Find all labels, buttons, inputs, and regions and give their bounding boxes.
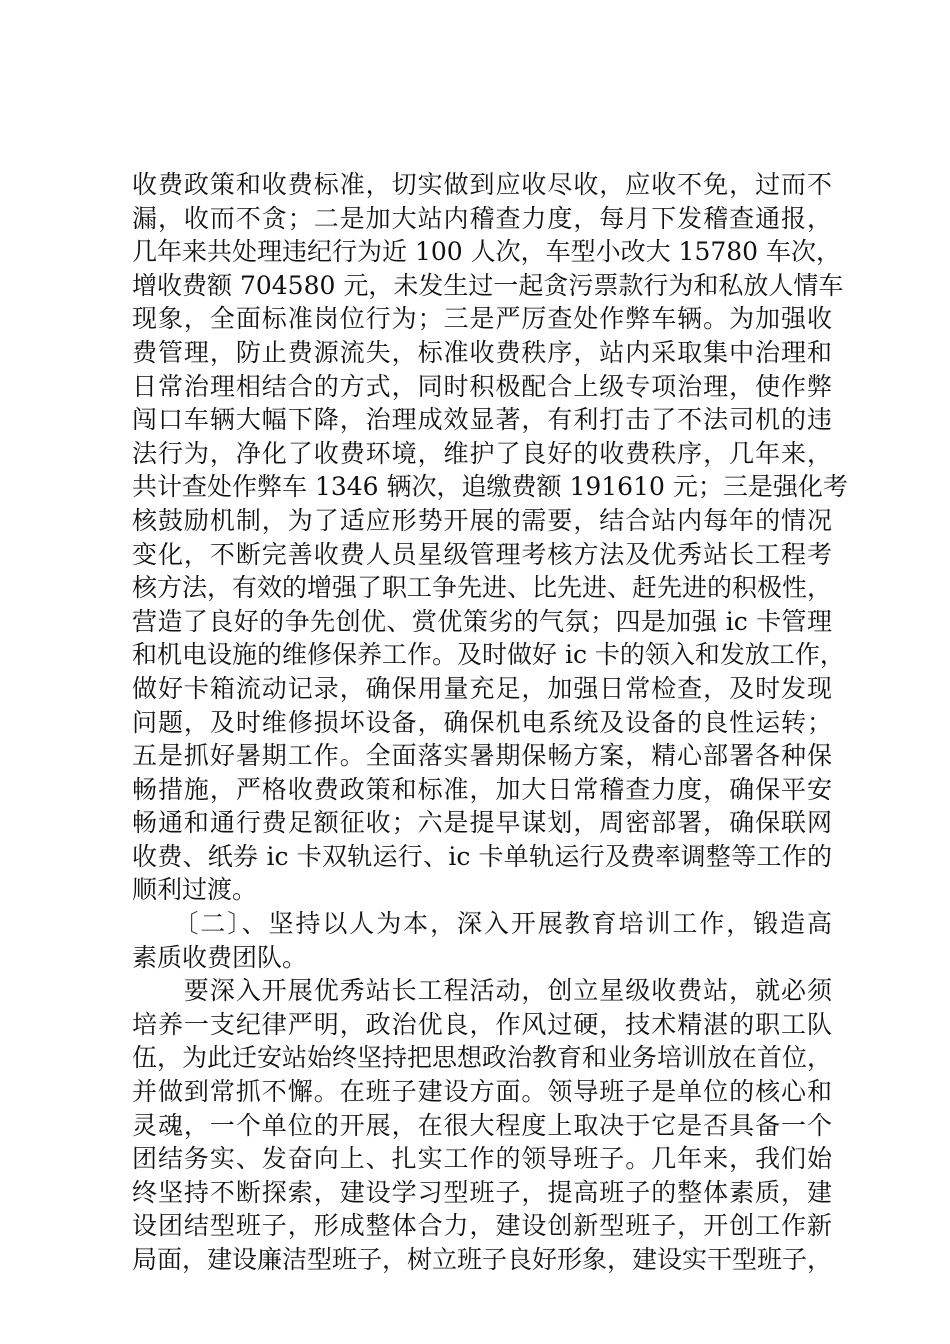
text-line: 现象，全面标准岗位行为；三是严厉查处作弊车辆。为加强收 [132, 304, 832, 334]
text-line: 日常治理相结合的方式，同时积极配合上级专项治理，使作弊 [132, 371, 832, 401]
text-line: 问题，及时维修损坏设备，确保机电系统及设备的良性运转； [132, 707, 832, 737]
text-line: 局面，建设廉洁型班子，树立班子良好形象，建设实干型班子， [132, 1245, 833, 1274]
text-line: 团结务实、发奋向上、扎实工作的领导班子。几年来，我们始 [132, 1144, 832, 1174]
body-text [132, 168, 848, 1277]
paragraph-end-line: 顺利过渡。 [132, 875, 258, 905]
text-line: 灵魂，一个单位的开展，在很大程度上取决于它是否具备一个 [132, 1110, 832, 1140]
text-line: 费管理，防止费源流失，标准收费秩序，站内采取集中治理和 [132, 337, 832, 367]
text-line: 终坚持不断探索，建设学习型班子，提高班子的整体素质，建 [132, 1177, 832, 1207]
text-line: 收费政策和收费标准，切实做到应收尽收，应收不免，过而不 [132, 170, 832, 199]
text-line: 几年来共处理违纪行为近 100 人次，车型小改大 15780 车次， [132, 237, 842, 267]
text-line: 收费、纸券 ic 卡双轨运行、ic 卡单轨运行及费率调整等工作的 [132, 841, 832, 871]
text-line: 法行为，净化了收费环境，维护了良好的收费秩序，几年来， [132, 438, 832, 468]
text-line: 培养一支纪律严明，政治优良，作风过硬，技术精湛的职工队 [132, 1009, 832, 1039]
section-heading-line: 〔二〕、坚持以人为本，深入开展教育培训工作，锻造高 [132, 909, 832, 939]
text-line: 畅通和通行费足额征收；六是提早谋划，周密部署，确保联网 [132, 808, 832, 838]
text-line: 畅措施，严格收费政策和标准，加大日常稽查力度，确保平安 [132, 774, 832, 804]
text-line: 闯口车辆大幅下降，治理成效显著，有利打击了不法司机的违 [132, 405, 832, 435]
text-line: 共计查处作弊车 1346 辆次，追缴费额 191610 元；三是强化考 [132, 472, 848, 502]
text-line: 要深入开展优秀站长工程活动，创立星级收费站，就必须 [132, 976, 832, 1006]
text-line: 增收费额 704580 元，未发生过一起贪污票款行为和私放人情车 [132, 270, 844, 300]
text-line: 设团结型班子，形成整体合力，建设创新型班子，开创工作新 [132, 1211, 832, 1241]
text-line: 营造了良好的争先创优、赏优策劣的气氛；四是加强 ic 卡管理 [132, 606, 832, 636]
text-line: 变化，不断完善收费人员星级管理考核方法及优秀站长工程考 [132, 539, 832, 569]
text-line: 伍，为此迁安站始终坚持把思想政治教育和业务培训放在首位， [132, 1043, 833, 1073]
text-line: 漏，收而不贪；二是加大站内稽查力度，每月下发稽查通报， [132, 203, 832, 233]
section-heading-end-line: 素质收费团队。 [132, 942, 308, 972]
text-line: 并做到常抓不懈。在班子建设方面。领导班子是单位的核心和 [132, 1077, 832, 1107]
text-line: 核方法，有效的增强了职工争先进、比先进、赶先进的积极性， [132, 573, 833, 603]
text-line: 做好卡箱流动记录，确保用量充足，加强日常检查，及时发现 [132, 673, 832, 703]
text-line: 核鼓励机制，为了适应形势开展的需要，结合站内每年的情况 [132, 505, 832, 535]
text-line: 和机电设施的维修保养工作。及时做好 ic 卡的领入和发放工作， [132, 640, 845, 670]
text-line: 五是抓好暑期工作。全面落实暑期保畅方案，精心部署各种保 [132, 741, 832, 771]
